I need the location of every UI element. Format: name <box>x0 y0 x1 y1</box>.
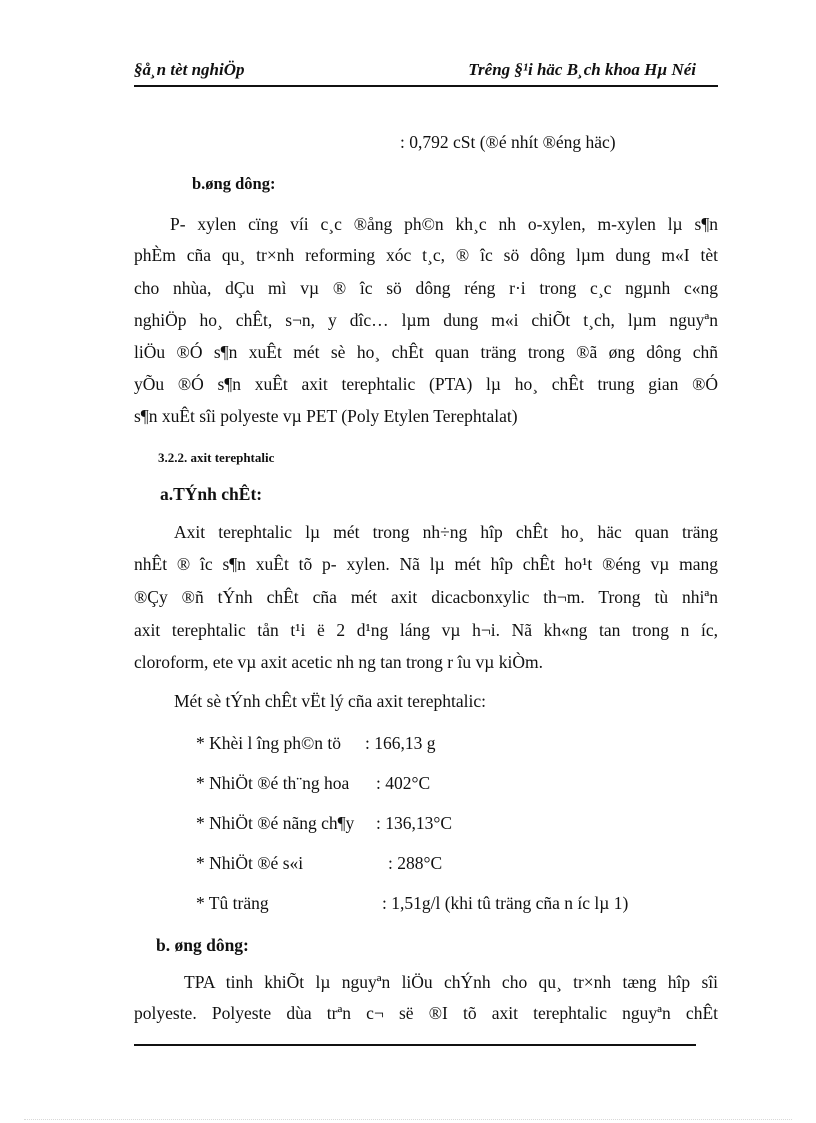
paragraph-line: nghiÖp ho¸ chÊt, s¬n, y dîc… lµm dung m«i chiÕt t¸ch, lµm nguyªn <box>134 310 718 330</box>
paragraph-line: cho nhùa, dÇu mì vµ ® îc sö dông réng r·i trong c¸c ngµnh c«ng <box>134 278 718 298</box>
property-value: : 136,13°C <box>376 813 453 833</box>
paragraph-line: ®Çy ®ñ tÝnh chÊt cña mét axit dicacbonxylic th¬m. Trong tù nhiªn <box>134 587 718 607</box>
paragraph-line: liÖu ®Ó s¶n xuÊt mét sè ho¸ chÊt quan träng trong ®ã øng dông chñ <box>134 342 718 362</box>
page-header <box>134 60 718 86</box>
paragraph-line: P- xylen cïng víi c¸c ®ång ph©n kh¸c nh o-xylen, m-xylen lµ s¶n <box>170 214 718 234</box>
property-label: * Tû träng <box>196 893 269 913</box>
header-thesis-title: §å¸n tèt nghiÖp <box>134 60 245 79</box>
property-value: : 288°C <box>388 853 443 873</box>
paragraph-line: axit terephtalic tån t¹i ë 2 d¹ng láng vµ h¬i. Nã kh«ng tan trong n íc, <box>134 620 718 640</box>
header-rule <box>134 85 718 87</box>
paragraph-line: polyeste. Polyeste dùa trªn c¬ së ®I tõ axit terephtalic nguyªn chÊt <box>134 1003 718 1023</box>
footer-rule <box>134 1044 696 1046</box>
properties-intro: Mét sè tÝnh chÊt vËt lý cña axit terephtalic: <box>174 691 486 711</box>
page-break-rule <box>24 1119 792 1120</box>
property-value: : 166,13 g <box>365 733 436 753</box>
property-value: : 1,51g/l (khi tû träng cña n íc lµ 1) <box>382 893 629 913</box>
property-label: * Khèi l îng ph©n tö <box>196 733 342 753</box>
paragraph-line: phÈm cña qu¸ tr×nh reforming xóc t¸c, ® îc sö dông lµm dung m«I tèt <box>134 245 718 265</box>
paragraph-line: yÕu ®Ó s¶n xuÊt axit terephtalic (PTA) lµ ho¸ chÊt trung gian ®Ó <box>134 374 718 394</box>
property-label: * NhiÖt ®é s«i <box>196 853 304 873</box>
paragraph-line: cloroform, ete vµ axit acetic nh ng tan trong r îu vµ kiÒm. <box>134 652 543 672</box>
heading-application-b2: b. øng dông: <box>156 935 249 955</box>
paragraph-line: TPA tinh khiÕt lµ nguyªn liÖu chÝnh cho qu¸ tr×nh tæng hîp sîi <box>184 972 718 992</box>
paragraph-line: Axit terephtalic lµ mét trong nh÷ng hîp chÊt ho¸ häc quan träng <box>174 522 718 542</box>
property-label: * NhiÖt ®é nãng ch¶y <box>196 813 355 833</box>
heading-properties: a.TÝnh chÊt: <box>160 484 263 504</box>
property-label: * NhiÖt ®é th¨ng hoa <box>196 773 350 793</box>
header-university: Trêng §¹i häc B¸ch khoa Hµ Néi <box>468 60 696 79</box>
section-heading: 3.2.2. axit terephtalic <box>158 450 275 465</box>
heading-application-b: b.øng dông: <box>192 174 276 193</box>
paragraph-line: s¶n xuÊt sîi polyeste vµ PET (Poly Etylen Terephtalat) <box>134 406 518 426</box>
paragraph-line: nhÊt ® îc s¶n xuÊt tõ p- xylen. Nã lµ mét hîp chÊt ho¹t ®éng vµ mang <box>134 554 718 574</box>
viscosity-line: : 0,792 cSt (®é nhít ®éng häc) <box>400 132 616 152</box>
property-value: : 402°C <box>376 773 431 793</box>
